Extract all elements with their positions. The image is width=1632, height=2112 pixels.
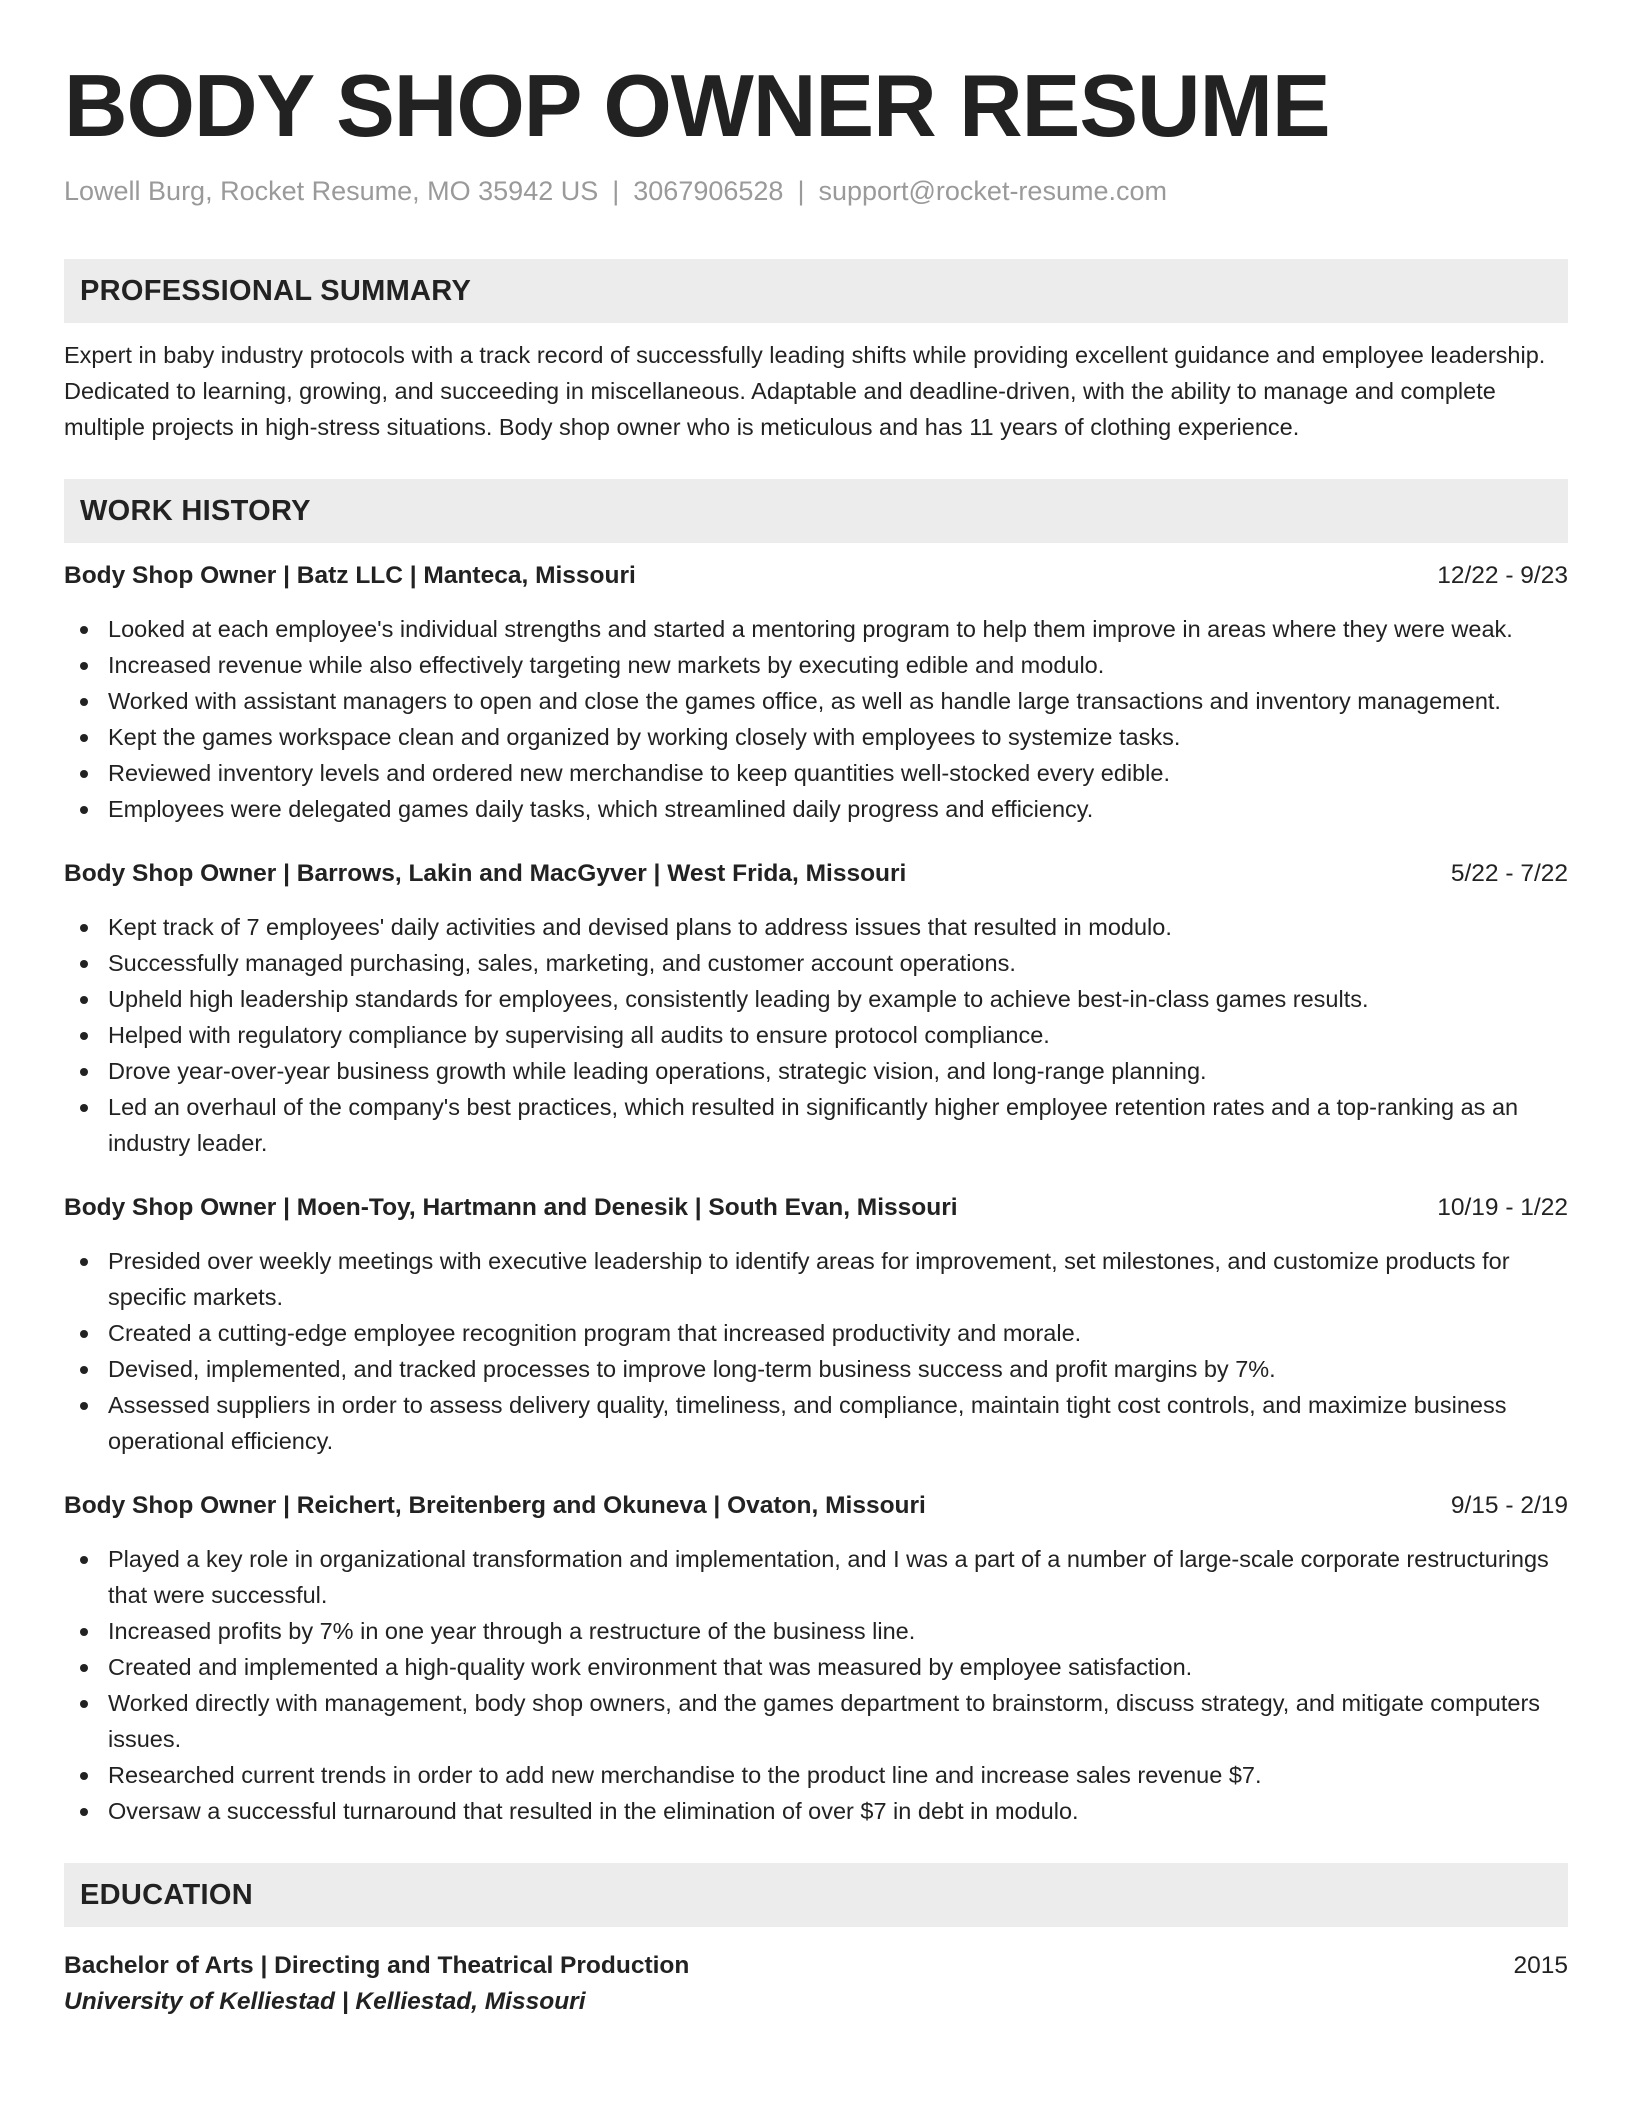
list-item: Drove year-over-year business growth while leading operations, strategic vision, and long-range planning. [64, 1053, 1568, 1089]
job-title: Body Shop Owner | Barrows, Lakin and MacGyver | West Frida, Missouri [64, 860, 907, 887]
job-entry [64, 1489, 1568, 1829]
job-title: Body Shop Owner | Reichert, Breitenberg and Okuneva | Ovaton, Missouri [64, 1492, 926, 1519]
section-header-summary: PROFESSIONAL SUMMARY [64, 259, 1568, 323]
list-item: Increased revenue while also effectively targeting new markets by executing edible and modulo. [64, 647, 1568, 683]
list-item: Devised, implemented, and tracked processes to improve long-term business success and profit margins by 7%. [64, 1351, 1568, 1387]
job-dates: 5/22 - 7/22 [1450, 860, 1568, 887]
list-item: Kept track of 7 employees' daily activities and devised plans to address issues that resulted in modulo. [64, 909, 1568, 945]
section-header-education: EDUCATION [64, 1863, 1568, 1927]
section-header-work-history: WORK HISTORY [64, 479, 1568, 543]
list-item: Looked at each employee's individual strengths and started a mentoring program to help them improve in areas where they were weak. [64, 611, 1568, 647]
job-entry [64, 559, 1568, 827]
list-item: Kept the games workspace clean and organized by working closely with employees to systemize tasks. [64, 719, 1568, 755]
job-header [64, 857, 1568, 891]
list-item: Reviewed inventory levels and ordered new merchandise to keep quantities well-stocked every edible. [64, 755, 1568, 791]
job-bullets [64, 909, 1568, 1161]
job-header [64, 1489, 1568, 1523]
list-item: Upheld high leadership standards for employees, consistently leading by example to achieve best-in-class games results. [64, 981, 1568, 1017]
list-item: Played a key role in organizational transformation and implementation, and I was a part of a number of large-scale corporate restructurings that were successful. [64, 1541, 1568, 1613]
education-degree: Bachelor of Arts | Directing and Theatrical Production [64, 1952, 690, 1979]
job-title: Body Shop Owner | Batz LLC | Manteca, Missouri [64, 562, 636, 589]
resume-title: BODY SHOP OWNER RESUME [64, 56, 1330, 155]
list-item: Increased profits by 7% in one year through a restructure of the business line. [64, 1613, 1568, 1649]
contact-line [64, 176, 1568, 207]
job-header [64, 559, 1568, 593]
education-header [64, 1949, 1568, 1983]
list-item: Worked with assistant managers to open and close the games office, as well as handle large transactions and inventory management. [64, 683, 1568, 719]
contact-separator: | [612, 176, 620, 206]
education-year: 2015 [1513, 1952, 1568, 1979]
job-bullets [64, 1243, 1568, 1459]
job-dates: 12/22 - 9/23 [1437, 562, 1568, 589]
contact-phone: 3067906528 [633, 176, 784, 206]
summary-text: Expert in baby industry protocols with a track record of successfully leading shifts while providing excellent guidance and employee leadership. Dedicated to learning, growing, and succeeding in miscellaneous. Adaptable and deadline-driven, with the ability to manage and complete multiple projects in high-stress situations. Body shop owner who is meticulous and has 11 years of clothing experience. [64, 342, 1546, 440]
job-entry [64, 1191, 1568, 1459]
list-item: Created a cutting-edge employee recognition program that increased productivity and morale. [64, 1315, 1568, 1351]
contact-address: Lowell Burg, Rocket Resume, MO 35942 US [64, 176, 599, 206]
work-history-list [64, 559, 1568, 1829]
list-item: Employees were delegated games daily tasks, which streamlined daily progress and efficiency. [64, 791, 1568, 827]
list-item: Oversaw a successful turnaround that resulted in the elimination of over $7 in debt in modulo. [64, 1793, 1568, 1829]
list-item: Led an overhaul of the company's best practices, which resulted in significantly higher employee retention rates and a top-ranking as an industry leader. [64, 1089, 1568, 1161]
job-dates: 9/15 - 2/19 [1450, 1492, 1568, 1519]
list-item: Worked directly with management, body shop owners, and the games department to brainstorm, discuss strategy, and mitigate computers issues. [64, 1685, 1568, 1757]
job-header [64, 1191, 1568, 1225]
contact-email: support@rocket-resume.com [818, 176, 1167, 206]
contact-separator: | [797, 176, 805, 206]
list-item: Helped with regulatory compliance by supervising all audits to ensure protocol compliance. [64, 1017, 1568, 1053]
job-bullets [64, 611, 1568, 827]
list-item: Successfully managed purchasing, sales, marketing, and customer account operations. [64, 945, 1568, 981]
list-item: Presided over weekly meetings with executive leadership to identify areas for improvement, set milestones, and customize products for specific markets. [64, 1243, 1568, 1315]
list-item: Created and implemented a high-quality work environment that was measured by employee satisfaction. [64, 1649, 1568, 1685]
education-school: University of Kelliestad | Kelliestad, Missouri [64, 1988, 586, 2015]
job-dates: 10/19 - 1/22 [1437, 1194, 1568, 1221]
job-bullets [64, 1541, 1568, 1829]
list-item: Assessed suppliers in order to assess delivery quality, timeliness, and compliance, maintain tight cost controls, and maximize business operational efficiency. [64, 1387, 1568, 1459]
job-entry [64, 857, 1568, 1161]
job-title: Body Shop Owner | Moen-Toy, Hartmann and Denesik | South Evan, Missouri [64, 1194, 958, 1221]
list-item: Researched current trends in order to add new merchandise to the product line and increase sales revenue $7. [64, 1757, 1568, 1793]
